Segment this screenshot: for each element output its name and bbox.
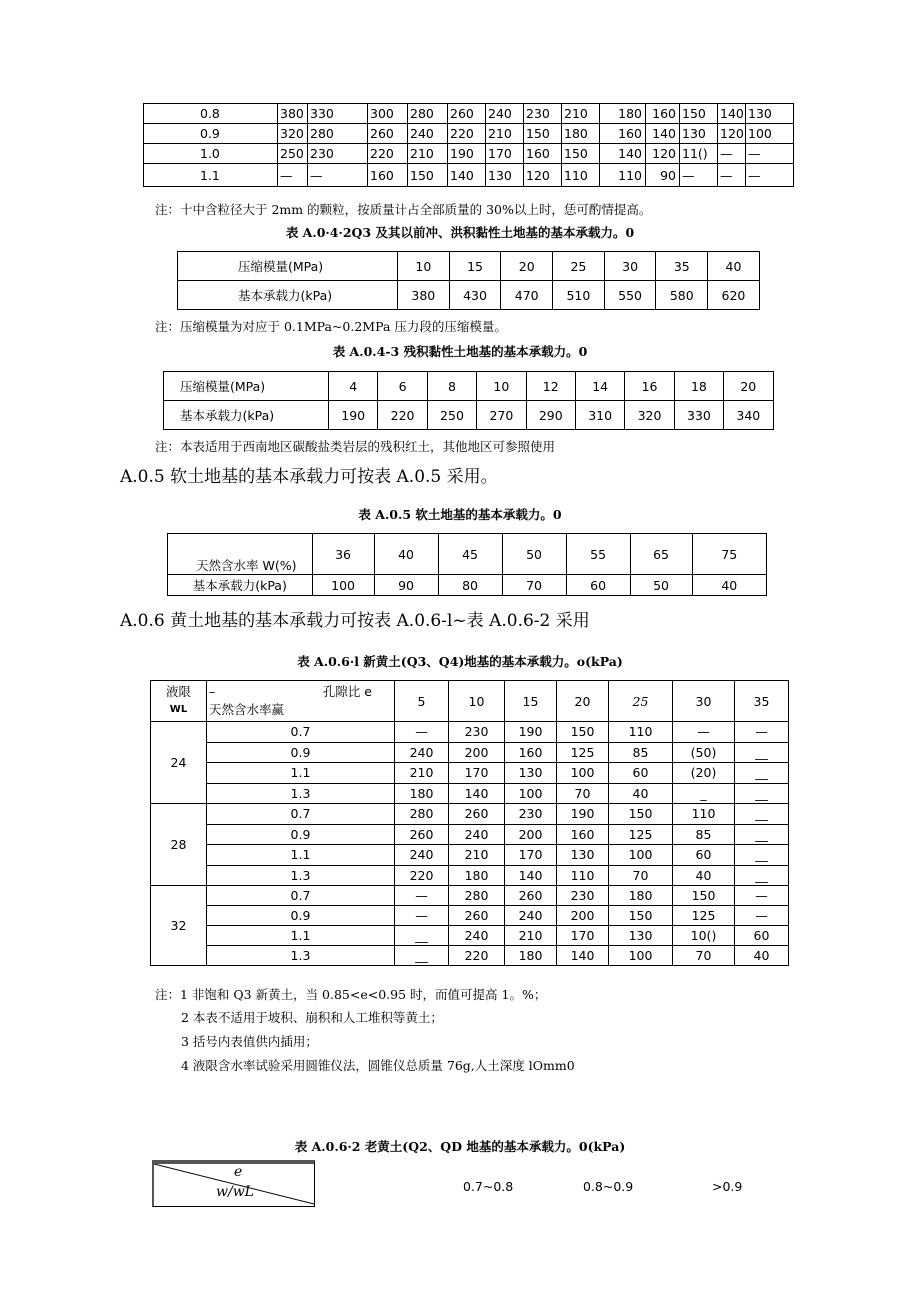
table-cell: 150: [557, 722, 609, 743]
table-a042: [177, 251, 760, 310]
water-cell: 50: [502, 534, 566, 575]
table-cell: 240: [449, 926, 505, 946]
table-cell: 150: [680, 104, 718, 124]
col-header: 30: [673, 681, 735, 722]
capacity-cell: 60: [566, 575, 630, 596]
table-cell: _: [673, 783, 735, 804]
capacity-cell: 550: [604, 281, 656, 310]
table-cell: 160: [557, 824, 609, 845]
table-cell: 100: [557, 763, 609, 784]
table-a043-note: 注：本表适用于西南地区碳酸盐类岩层的残积红土，其他地区可参照使用: [155, 439, 556, 454]
table-cell: 110: [609, 722, 673, 743]
water-content-cell: 1.3: [207, 946, 395, 966]
table-cell: 60: [609, 763, 673, 784]
table-cell: 150: [609, 906, 673, 926]
table-cell: 110: [600, 164, 646, 187]
table-cell: 10(): [673, 926, 735, 946]
table-cell: 300: [368, 104, 408, 124]
table-cell: 150: [609, 804, 673, 825]
capacity-cell: 620: [708, 281, 760, 310]
table-cell: 190: [448, 144, 486, 164]
table-cell: —: [673, 722, 735, 743]
table-cell: 125: [609, 824, 673, 845]
modulus-cell: 20: [501, 252, 553, 281]
table-cell: —: [308, 164, 368, 187]
table-cell: 220: [448, 124, 486, 144]
table-cell: 150: [562, 144, 600, 164]
table-cell: __: [395, 926, 449, 946]
modulus-cell: 14: [575, 372, 624, 401]
capacity-cell: 580: [656, 281, 708, 310]
table-cell: 220: [368, 144, 408, 164]
table-cell: 160: [505, 742, 557, 763]
table-cell: __: [735, 845, 789, 866]
table-cell: 90: [646, 164, 680, 187]
table-row: [151, 783, 789, 804]
table-cell: —: [718, 164, 746, 187]
table-cell: —: [395, 906, 449, 926]
modulus-cell: 12: [526, 372, 575, 401]
water-cell: 45: [438, 534, 502, 575]
diag-e-label: e: [234, 1164, 243, 1180]
table-cell: 230: [505, 804, 557, 825]
table-cell: 210: [408, 144, 448, 164]
table-cell: 280: [395, 804, 449, 825]
table-cell: 125: [557, 742, 609, 763]
table-cell: 70: [609, 865, 673, 886]
table-cell: 100: [746, 124, 794, 144]
table-cell: 180: [600, 104, 646, 124]
table-cell: 230: [449, 722, 505, 743]
water-content-cell: 0.7: [207, 886, 395, 906]
table-cell: 140: [449, 783, 505, 804]
table-cell: __: [735, 742, 789, 763]
table-cell: —: [680, 164, 718, 187]
water-cell: 75: [692, 534, 766, 575]
table-cell: 180: [505, 946, 557, 966]
table-cell: 120: [718, 124, 746, 144]
table-cell: 240: [395, 742, 449, 763]
table-cell: 130: [746, 104, 794, 124]
table-cell: 130: [557, 845, 609, 866]
table-cell: 60: [673, 845, 735, 866]
table-a061-note-3: 3 括号内表值供内插用；: [181, 1034, 318, 1049]
table-cell: 200: [505, 824, 557, 845]
table-cell: 11(): [680, 144, 718, 164]
capacity-cell: 470: [501, 281, 553, 310]
liquid-label: 液限: [165, 684, 191, 699]
water-content-cell: 0.9: [207, 742, 395, 763]
capacity-cell: 40: [692, 575, 766, 596]
table-cell: 150: [524, 124, 562, 144]
table-cell: 210: [449, 845, 505, 866]
table-cell: 160: [646, 104, 680, 124]
table-cell: 140: [718, 104, 746, 124]
water-label: 天然含水率 W(%): [168, 534, 313, 575]
table-row: [151, 886, 789, 906]
capacity-cell: 430: [449, 281, 501, 310]
col-header-1: 0.7~0.8: [463, 1179, 514, 1194]
table-cell: 70: [557, 783, 609, 804]
water-content-cell: 0.7: [207, 722, 395, 743]
diagonal-header-cell: [152, 1160, 315, 1207]
table-cell: 220: [395, 865, 449, 886]
modulus-cell: 15: [449, 252, 501, 281]
table-cell: __: [735, 804, 789, 825]
table-cell: __: [735, 763, 789, 784]
col-header: 25: [609, 681, 673, 722]
table-cell: 120: [524, 164, 562, 187]
col-header: 20: [557, 681, 609, 722]
table-cell: 130: [505, 763, 557, 784]
table-row: [151, 906, 789, 926]
table-a062-caption: 表 A.0.6·2 老黄土(Q2、QD 地基的基本承载力。0(kPa): [294, 1139, 626, 1154]
modulus-cell: 20: [724, 372, 773, 401]
capacity-cell: 270: [477, 401, 526, 430]
table-row: [151, 804, 789, 825]
table-cell: 100: [505, 783, 557, 804]
table-cell: 140: [600, 144, 646, 164]
table-cell: 100: [609, 845, 673, 866]
table-cell: —: [735, 886, 789, 906]
table-cell: 130: [680, 124, 718, 144]
table-a05: [167, 533, 767, 596]
table-a042-note: 注：压缩模量为对应于 0.1MPa~0.2MPa 压力段的压缩模量。: [155, 319, 507, 334]
modulus-cell: 30: [604, 252, 656, 281]
capacity-cell: 320: [625, 401, 674, 430]
capacity-cell: 510: [553, 281, 605, 310]
table-cell: 220: [449, 946, 505, 966]
liquid-limit-cell: 32: [151, 886, 207, 966]
modulus-label: 压缩模量(MPa): [164, 372, 329, 401]
modulus-cell: 40: [708, 252, 760, 281]
table-row: [151, 742, 789, 763]
table-cell: (20): [673, 763, 735, 784]
table-cell: 85: [673, 824, 735, 845]
table-cell: 60: [735, 926, 789, 946]
water-cell: 40: [374, 534, 438, 575]
table-cell: __: [735, 865, 789, 886]
table-cell: 260: [448, 104, 486, 124]
liquid-limit-cell: 24: [151, 722, 207, 804]
header-diagonal: [207, 681, 395, 722]
table-a043-caption: 表 A.0.4-3 残积黏性土地基的基本承载力。0: [332, 344, 588, 359]
modulus-cell: 16: [625, 372, 674, 401]
table-cell: 280: [449, 886, 505, 906]
table-cell: 280: [408, 104, 448, 124]
table-cell: 280: [308, 124, 368, 144]
liquid-limit-cell: 28: [151, 804, 207, 886]
table-a061-note-4: 4 液限含水率试验采用圆锥仪法，圆锥仪总质量 76g,人土深度 lOmm0: [181, 1058, 575, 1073]
modulus-cell: 4: [329, 372, 378, 401]
table-cell: 110: [562, 164, 600, 187]
water-content-cell: 1.1: [207, 926, 395, 946]
row-label: 1.0: [144, 144, 278, 164]
water-content-cell: 0.9: [207, 824, 395, 845]
water-content-cell: 1.1: [207, 763, 395, 784]
table-cell: 210: [395, 763, 449, 784]
table-cell: 125: [673, 906, 735, 926]
row-label: 0.8: [144, 104, 278, 124]
row-label: 1.1: [144, 164, 278, 187]
water-content-cell: 1.1: [207, 845, 395, 866]
table-cell: __: [735, 824, 789, 845]
table-cell: 260: [449, 804, 505, 825]
table-cell: 130: [486, 164, 524, 187]
table-cell: 150: [408, 164, 448, 187]
table-cell: 240: [395, 845, 449, 866]
capacity-cell: 330: [674, 401, 723, 430]
wl-label: WL: [169, 704, 188, 715]
section-a05: A.0.5 软土地基的基本承载力可按表 A.0.5 采用。: [120, 467, 498, 487]
table-row: [151, 722, 789, 743]
table-cell: 140: [557, 946, 609, 966]
table-cell: 40: [673, 865, 735, 886]
table-cell: 210: [562, 104, 600, 124]
modulus-cell: 18: [674, 372, 723, 401]
modulus-cell: 8: [427, 372, 476, 401]
table-cell: 210: [505, 926, 557, 946]
table-cell: 140: [448, 164, 486, 187]
table-cell: 330: [308, 104, 368, 124]
capacity-cell: 80: [438, 575, 502, 596]
table-cell: 110: [673, 804, 735, 825]
table-cell: 140: [646, 124, 680, 144]
modulus-cell: 35: [656, 252, 708, 281]
table-cell: 140: [505, 865, 557, 886]
table-row: [144, 144, 794, 164]
col-header-3: >0.9: [712, 1179, 743, 1194]
table-cell: 100: [609, 946, 673, 966]
void-ratio-label: 孔隙比 e: [322, 684, 372, 699]
table-cell: __: [735, 783, 789, 804]
col-header: 15: [505, 681, 557, 722]
modulus-cell: 10: [477, 372, 526, 401]
table-cell: 230: [557, 886, 609, 906]
table-cell: 240: [486, 104, 524, 124]
table-cell: —: [735, 906, 789, 926]
capacity-cell: 290: [526, 401, 575, 430]
diag-w-label: w/wL: [216, 1184, 254, 1200]
table-row: [151, 824, 789, 845]
table-row: [151, 946, 789, 966]
capacity-cell: 50: [630, 575, 692, 596]
table-cell: 200: [449, 742, 505, 763]
table-row: [151, 763, 789, 784]
table-row: [144, 104, 794, 124]
table-cell: —: [278, 164, 308, 187]
table-cell: 180: [395, 783, 449, 804]
table-cell: 170: [486, 144, 524, 164]
water-content-cell: 0.7: [207, 804, 395, 825]
table-cell: 240: [449, 824, 505, 845]
table-cell: 70: [673, 946, 735, 966]
water-cell: 55: [566, 534, 630, 575]
table-cell: 160: [368, 164, 408, 187]
table-cell: —: [735, 722, 789, 743]
table-a061-note-1: 注：1 非饱和 Q3 新黄土，当 0.85<e<0.95 时，而值可提高 1。%；: [155, 987, 547, 1002]
modulus-cell: 10: [398, 252, 450, 281]
table-a042-caption: 表 A.0·4·2Q3 及其以前冲、洪积黏性土地基的基本承载力。0: [285, 225, 635, 240]
table-cell: (50): [673, 742, 735, 763]
capacity-cell: 310: [575, 401, 624, 430]
table-a043: [163, 371, 774, 430]
water-content-cell: 0.9: [207, 906, 395, 926]
capacity-cell: 70: [502, 575, 566, 596]
water-content-cell: 1.3: [207, 865, 395, 886]
table-a061-caption: 表 A.0.6·l 新黄土(Q3、Q4)地基的基本承载力。o(kPa): [297, 654, 623, 669]
table-a061-note-2: 2 本表不适用于坡积、崩积和人工堆积等黄土；: [181, 1010, 443, 1025]
table-cell: 160: [600, 124, 646, 144]
col-header: 10: [449, 681, 505, 722]
table-cell: 120: [646, 144, 680, 164]
capacity-cell: 380: [398, 281, 450, 310]
table-cell: 210: [486, 124, 524, 144]
table-a061: [150, 680, 789, 966]
table-cell: 180: [562, 124, 600, 144]
col-header-2: 0.8~0.9: [583, 1179, 634, 1194]
table-cell: 40: [735, 946, 789, 966]
water-cell: 65: [630, 534, 692, 575]
table-row: [144, 124, 794, 144]
table-cell: 190: [557, 804, 609, 825]
table-row: [151, 865, 789, 886]
col-header: 5: [395, 681, 449, 722]
table-cell: 170: [449, 763, 505, 784]
table-row: [144, 164, 794, 187]
capacity-cell: 90: [374, 575, 438, 596]
table-cell: 190: [505, 722, 557, 743]
table-cell: 85: [609, 742, 673, 763]
table-cell: —: [718, 144, 746, 164]
table-cell: —: [746, 144, 794, 164]
modulus-cell: 25: [553, 252, 605, 281]
table-cell: 260: [368, 124, 408, 144]
modulus-label: 压缩模量(MPa): [178, 252, 398, 281]
section-a06: A.0.6 黄土地基的基本承载力可按表 A.0.6-l~表 A.0.6-2 采用: [120, 611, 590, 631]
table-cell: 230: [524, 104, 562, 124]
table-row: [151, 926, 789, 946]
table-a041-note: 注：十中含粒径大于 2mm 的颗粒，按质量计占全部质量的 30%以上时，恁可酌情提高。: [155, 202, 652, 217]
table-cell: 150: [673, 886, 735, 906]
table-cell: 260: [395, 824, 449, 845]
table-cell: 230: [308, 144, 368, 164]
table-cell: 130: [609, 926, 673, 946]
table-cell: 170: [505, 845, 557, 866]
col-header: 35: [735, 681, 789, 722]
water-content-cell: 1.3: [207, 783, 395, 804]
capacity-label: 基本承载力(kPa): [168, 575, 313, 596]
table-cell: 110: [557, 865, 609, 886]
capacity-cell: 220: [378, 401, 427, 430]
capacity-cell: 190: [329, 401, 378, 430]
table-cell: 260: [449, 906, 505, 926]
table-cell: 40: [609, 783, 673, 804]
capacity-cell: 250: [427, 401, 476, 430]
table-cell: 170: [557, 926, 609, 946]
table-cell: —: [395, 722, 449, 743]
table-cell: 250: [278, 144, 308, 164]
table-cell: 180: [449, 865, 505, 886]
table-cell: __: [395, 946, 449, 966]
table-cell: 320: [278, 124, 308, 144]
capacity-label: 基本承载力(kPa): [164, 401, 329, 430]
table-cell: 240: [505, 906, 557, 926]
table-row: [151, 845, 789, 866]
capacity-label: 基本承载力(kPa): [178, 281, 398, 310]
table-cell: —: [395, 886, 449, 906]
table-cell: 240: [408, 124, 448, 144]
table-cell: 180: [609, 886, 673, 906]
table-cell: —: [746, 164, 794, 187]
table-cell: 260: [505, 886, 557, 906]
table-a041: [143, 103, 794, 187]
header-liquid-limit: [151, 681, 207, 722]
capacity-cell: 100: [312, 575, 374, 596]
table-a05-caption: 表 A.0.5 软土地基的基本承载力。0: [358, 507, 562, 522]
row-label: 0.9: [144, 124, 278, 144]
water-content-label: 天然含水率赢: [209, 702, 285, 717]
table-cell: 380: [278, 104, 308, 124]
capacity-cell: 340: [724, 401, 773, 430]
modulus-cell: 6: [378, 372, 427, 401]
header-dash: –: [209, 684, 216, 699]
table-cell: 200: [557, 906, 609, 926]
table-cell: 160: [524, 144, 562, 164]
water-cell: 36: [312, 534, 374, 575]
